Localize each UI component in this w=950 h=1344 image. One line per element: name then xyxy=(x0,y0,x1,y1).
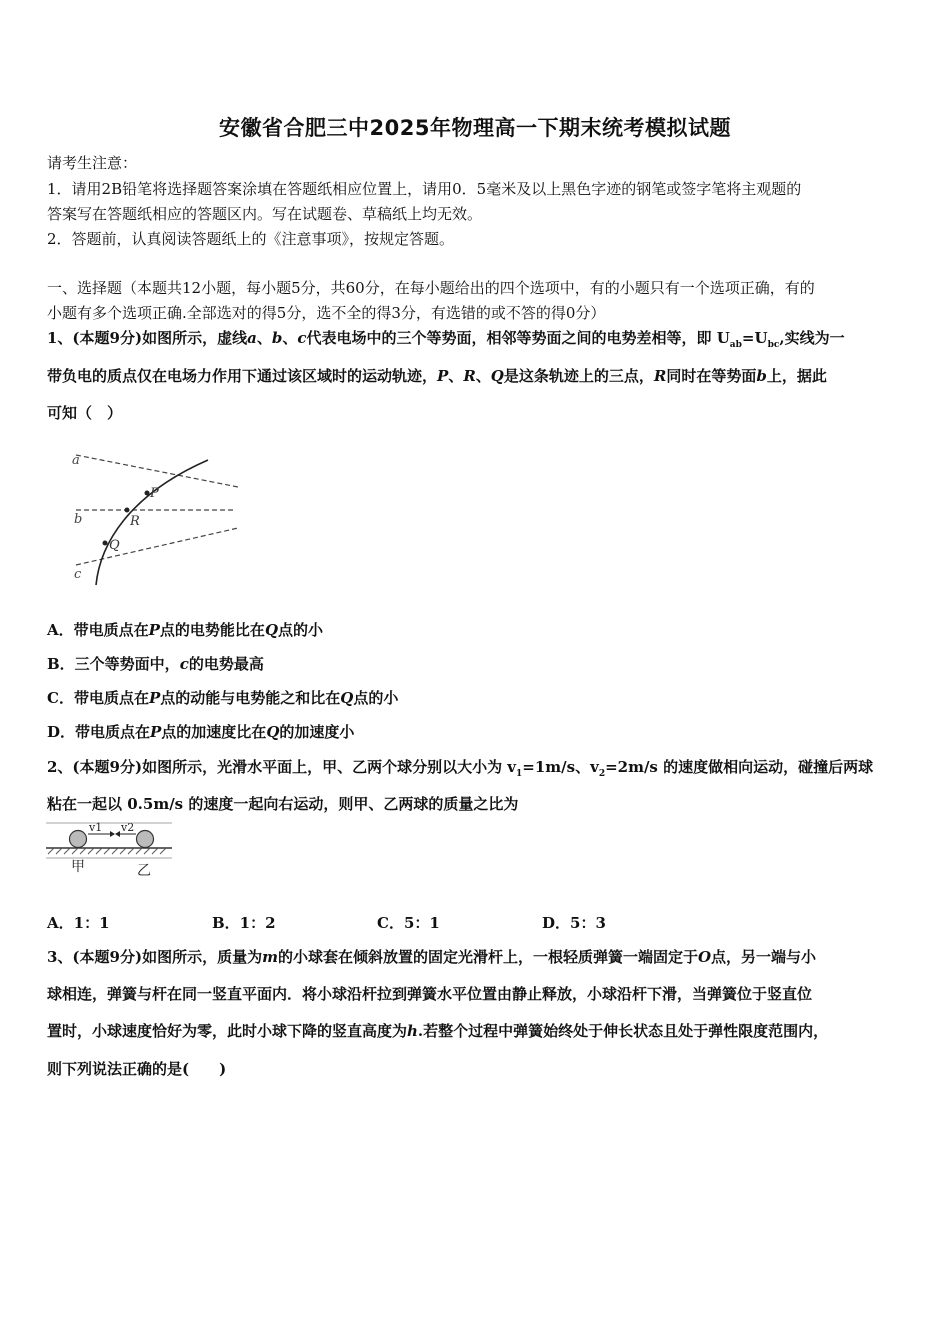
label-c: c xyxy=(74,567,82,582)
label-P: P xyxy=(150,486,159,501)
equipotential-a xyxy=(76,455,238,487)
q1-equipotential-figure xyxy=(68,445,248,590)
q2-option-d[interactable]: D．5：3 xyxy=(542,914,606,932)
v2-arrowhead xyxy=(115,831,120,837)
v1-arrowhead xyxy=(110,831,115,837)
notice-item-2: 2．答题前，认真阅读答题纸上的《注意事项》，按规定答题。 xyxy=(47,230,455,248)
q2-option-c[interactable]: C．5：1 xyxy=(377,914,440,932)
q3-stem-line-2: 球相连，弹簧与杆在同一竖直平面内．将小球沿杆拉到弹簧水平位置由静止释放，小球沿杆下滑，当弹簧位于竖直位 xyxy=(47,985,813,1003)
label-Q: Q xyxy=(109,538,120,553)
trajectory-curve xyxy=(96,460,208,585)
q1-stem-line-3: 可知（ ） xyxy=(47,404,123,422)
q1-option-b[interactable]: B．三个等势面中，c的电势最高 xyxy=(47,655,264,673)
label-v2: v2 xyxy=(121,821,135,834)
q3-stem-line-1: 3、(本题9分)如图所示，质量为m的小球套在倾斜放置的固定光滑杆上，一根轻质弹簧一端固定于O点，另一端与小 xyxy=(47,948,817,966)
page-title: 安徽省合肥三中2025年物理高一下期末统考模拟试题 xyxy=(219,116,731,140)
notice-item-1-line-2: 答案写在答题纸相应的答题区内。写在试题卷、草稿纸上均无效。 xyxy=(47,205,483,223)
q2-stem-line-2: 粘在一起以 0.5m/s 的速度一起向右运动，则甲、乙两球的质量之比为 xyxy=(47,795,519,813)
notice-heading: 请考生注意： xyxy=(47,154,138,172)
q3-stem-line-4: 则下列说法正确的是( ) xyxy=(47,1060,227,1078)
ground-hatching xyxy=(48,848,166,854)
notice-item-1-line-1: 1．请用2B铅笔将选择题答案涂填在答题纸相应位置上，请用0．5毫米及以上黑色字迹的钢笔或签字笔将主观题的 xyxy=(47,180,802,198)
equipotential-c xyxy=(76,528,238,565)
q1-stem-line-2: 带负电的质点仅在电场力作用下通过该区域时的运动轨迹，P、R、Q是这条轨迹上的三点，R同时在等势面b上，据此 xyxy=(47,367,827,385)
label-v1: v1 xyxy=(89,821,103,834)
point-R-dot xyxy=(125,508,130,513)
label-R: R xyxy=(130,514,140,529)
q2-option-b[interactable]: B．1：2 xyxy=(212,914,276,932)
q1-option-c[interactable]: C．带电质点在P点的动能与电势能之和比在Q点的小 xyxy=(47,689,399,707)
q2-collision-figure xyxy=(44,820,176,880)
label-a: a xyxy=(72,453,80,468)
section-heading-line-1: 一、选择题（本题共12小题，每小题5分，共60分，在每小题给出的四个选项中，有的小题只有一个选项正确，有的 xyxy=(47,279,815,297)
q2-option-a[interactable]: A．1：1 xyxy=(47,914,110,932)
ball-jia xyxy=(70,831,87,848)
q1-option-a[interactable]: A．带电质点在P点的电势能比在Q点的小 xyxy=(47,621,324,639)
label-jia: 甲 xyxy=(71,859,85,875)
ball-yi xyxy=(137,831,154,848)
q2-stem-line-1: 2、(本题9分)如图所示，光滑水平面上，甲、乙两个球分别以大小为 $v_1=1m/s$、$v_2=2m/s$ 的速度做相向运动，碰撞后两球 xyxy=(47,758,874,779)
section-heading-line-2: 小题有多个选项正确.全部选对的得5分，选不全的得3分，有选错的或不答的得0分） xyxy=(47,304,606,322)
label-b: b xyxy=(74,512,83,527)
label-yi: 乙 xyxy=(137,863,151,879)
q1-option-d[interactable]: D．带电质点在P点的加速度比在Q的加速度小 xyxy=(47,723,355,741)
q3-stem-line-3: 置时，小球速度恰好为零，此时小球下降的竖直高度为h.若整个过程中弹簧始终处于伸长状态且处于弹性限度范围内， xyxy=(47,1022,829,1040)
q1-stem-line-1: 1、(本题9分)如图所示，虚线a、b、c代表电场中的三个等势面，相邻等势面之间的电势差相等，即 $U_{ab}=U_{bc}$,实线为一 xyxy=(47,329,845,350)
point-Q-dot xyxy=(103,541,108,546)
point-P-dot xyxy=(145,491,150,496)
